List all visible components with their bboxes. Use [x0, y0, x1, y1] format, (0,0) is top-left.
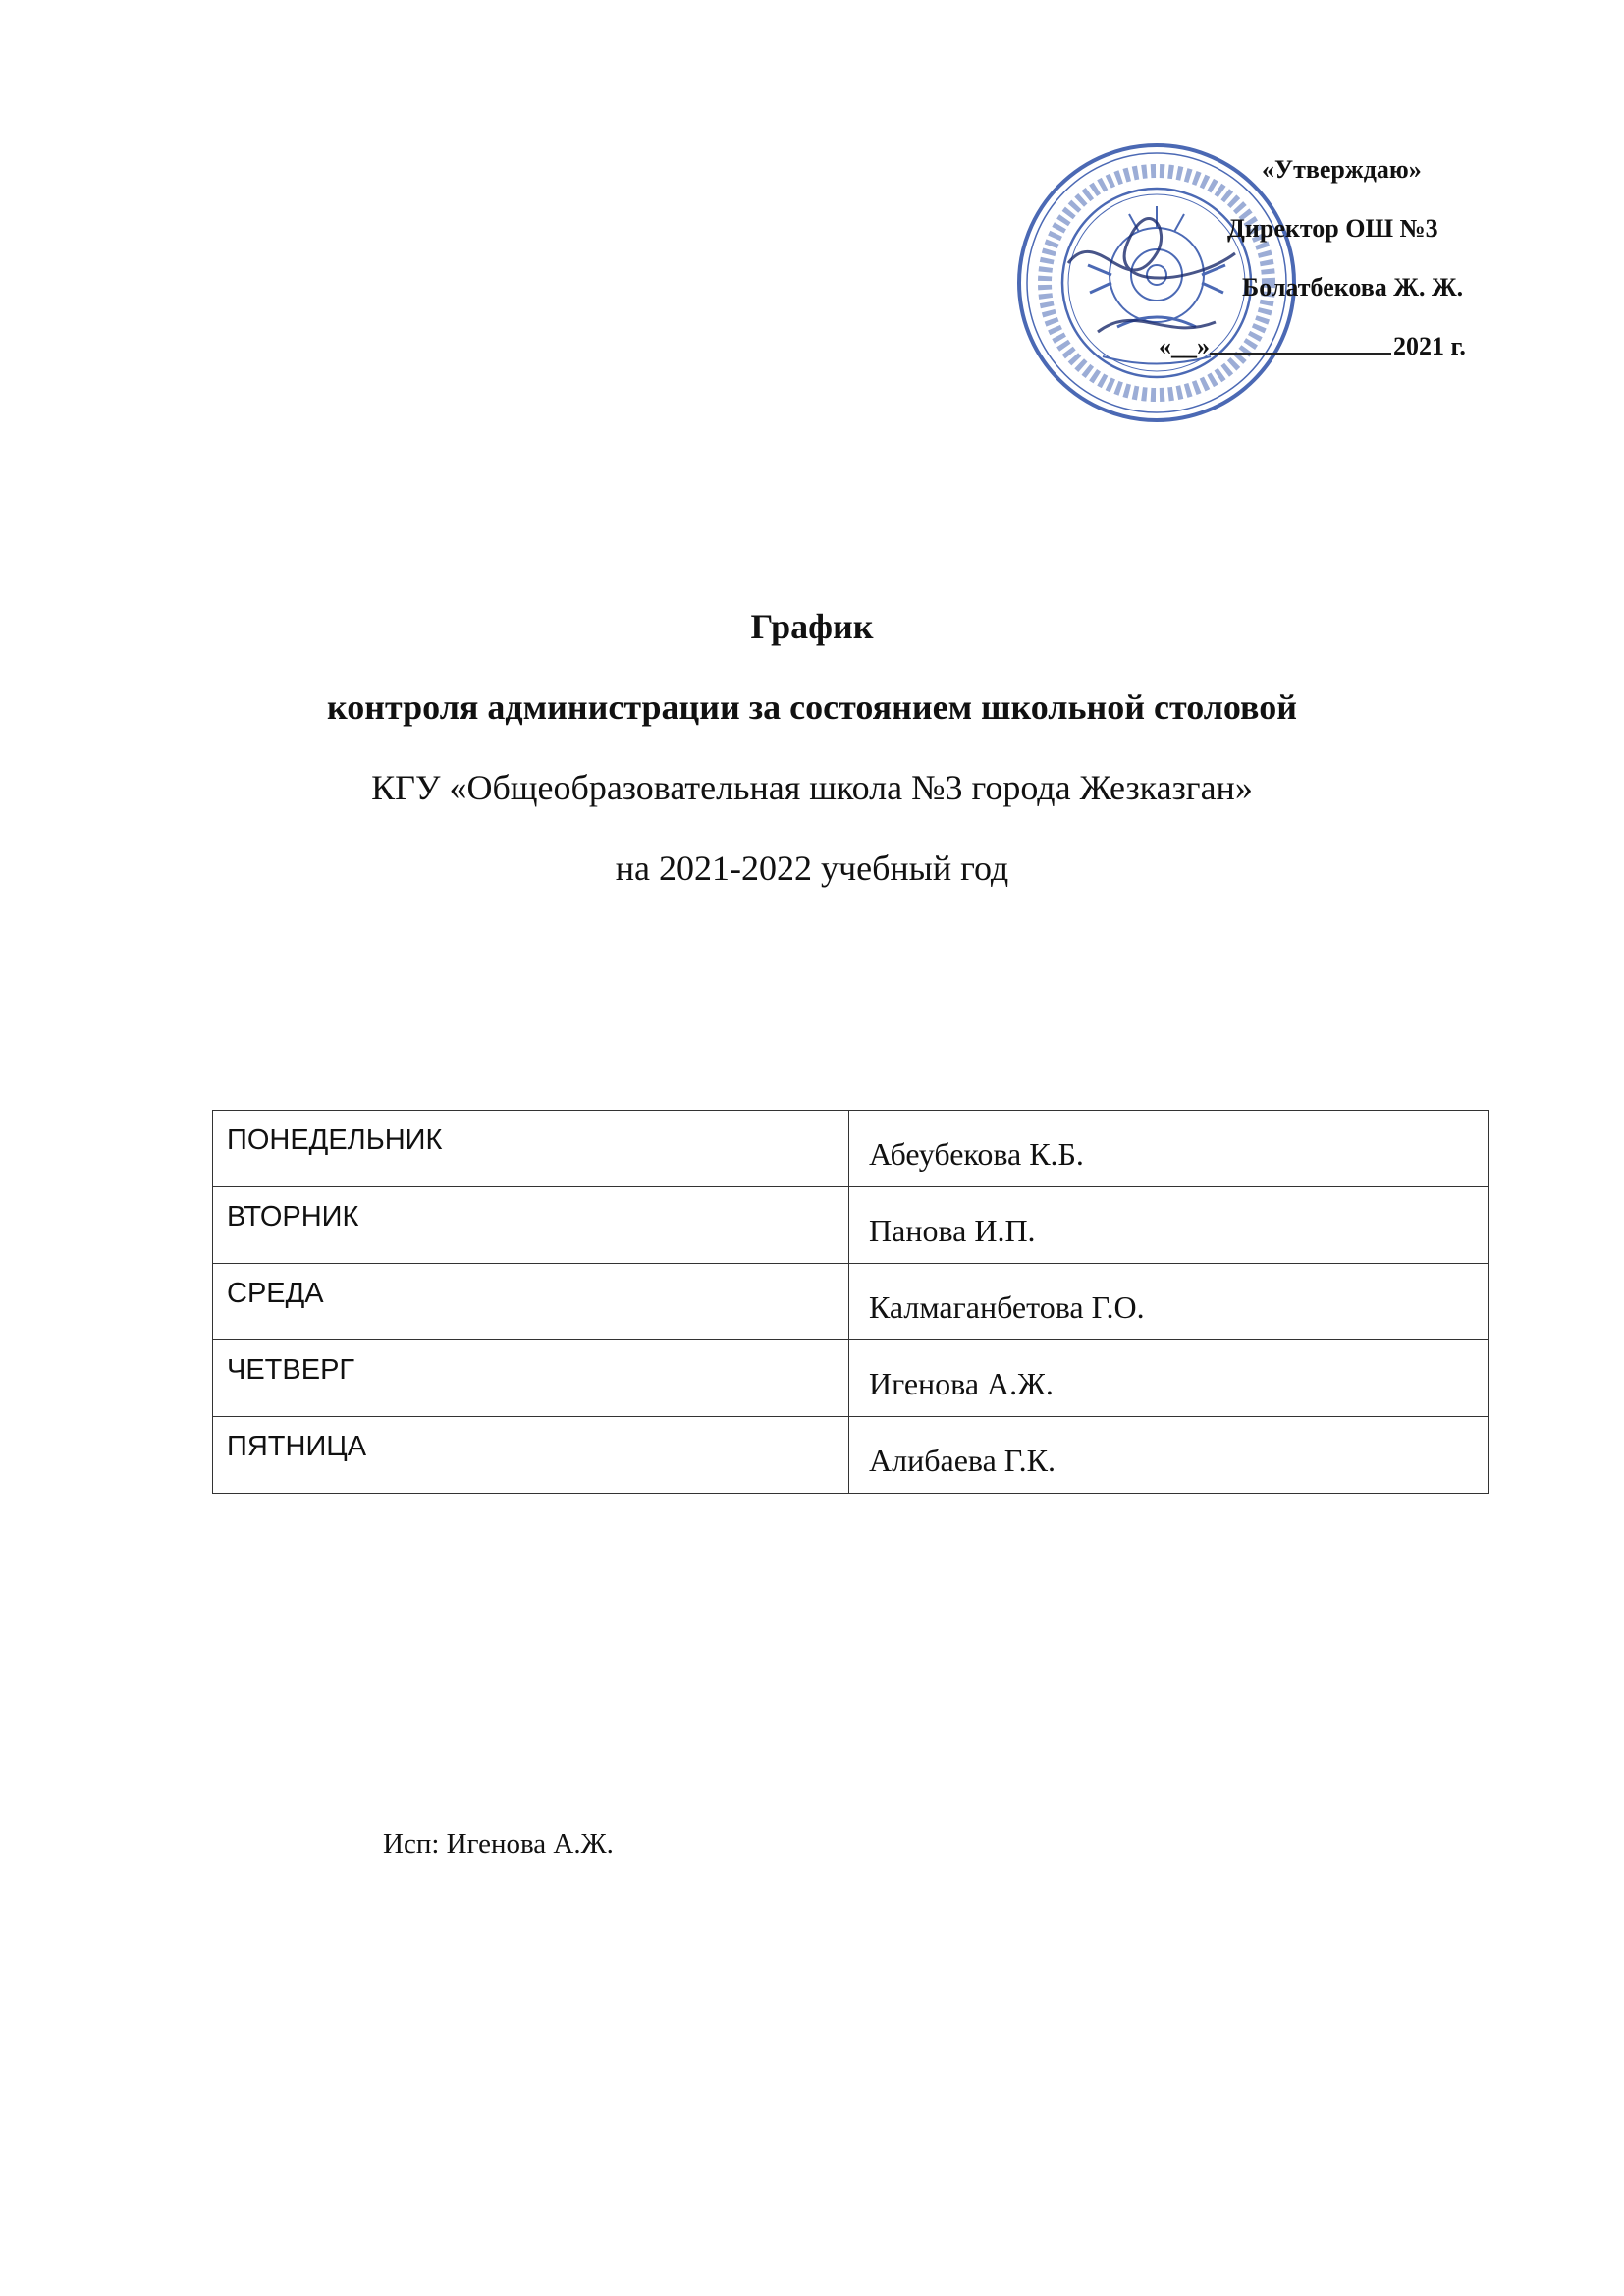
title-heading: График — [750, 607, 874, 646]
person-cell: Абеубекова К.Б. — [849, 1111, 1489, 1187]
approval-position: Директор ОШ №3 — [1227, 214, 1438, 243]
person-cell: Игенова А.Ж. — [849, 1340, 1489, 1417]
day-cell: ПЯТНИЦА — [213, 1417, 849, 1494]
title-school: КГУ «Общеобразовательная школа №3 города Жезказган» — [371, 768, 1253, 807]
approval-title: «Утверждаю» — [1262, 155, 1422, 184]
title-year: на 2021-2022 учебный год — [615, 848, 1009, 888]
day-cell: ВТОРНИК — [213, 1187, 849, 1264]
executor-note: Исп: Игенова А.Ж. — [383, 1829, 614, 1860]
person-cell: Калмаганбетова Г.О. — [849, 1264, 1489, 1340]
person-cell: Панова И.П. — [849, 1187, 1489, 1264]
approval-block — [1159, 147, 1551, 383]
person-cell: Алибаева Г.К. — [849, 1417, 1489, 1494]
table-row — [213, 1111, 1489, 1187]
document-title — [0, 609, 1624, 886]
table-row — [213, 1187, 1489, 1264]
day-cell: СРЕДА — [213, 1264, 849, 1340]
approval-date-blank — [1210, 353, 1391, 355]
approval-date-year: 2021 г. — [1393, 332, 1466, 360]
title-subject: контроля администрации за состоянием школьной столовой — [327, 687, 1297, 727]
table-row — [213, 1417, 1489, 1494]
day-cell: ЧЕТВЕРГ — [213, 1340, 849, 1417]
approval-name: Болатбекова Ж. Ж. — [1242, 273, 1464, 301]
approval-date-prefix: «__» — [1159, 332, 1210, 360]
table-row — [213, 1340, 1489, 1417]
table-row — [213, 1264, 1489, 1340]
schedule-table — [212, 1110, 1489, 1494]
approval-date — [1159, 334, 1466, 359]
day-cell: ПОНЕДЕЛЬНИК — [213, 1111, 849, 1187]
